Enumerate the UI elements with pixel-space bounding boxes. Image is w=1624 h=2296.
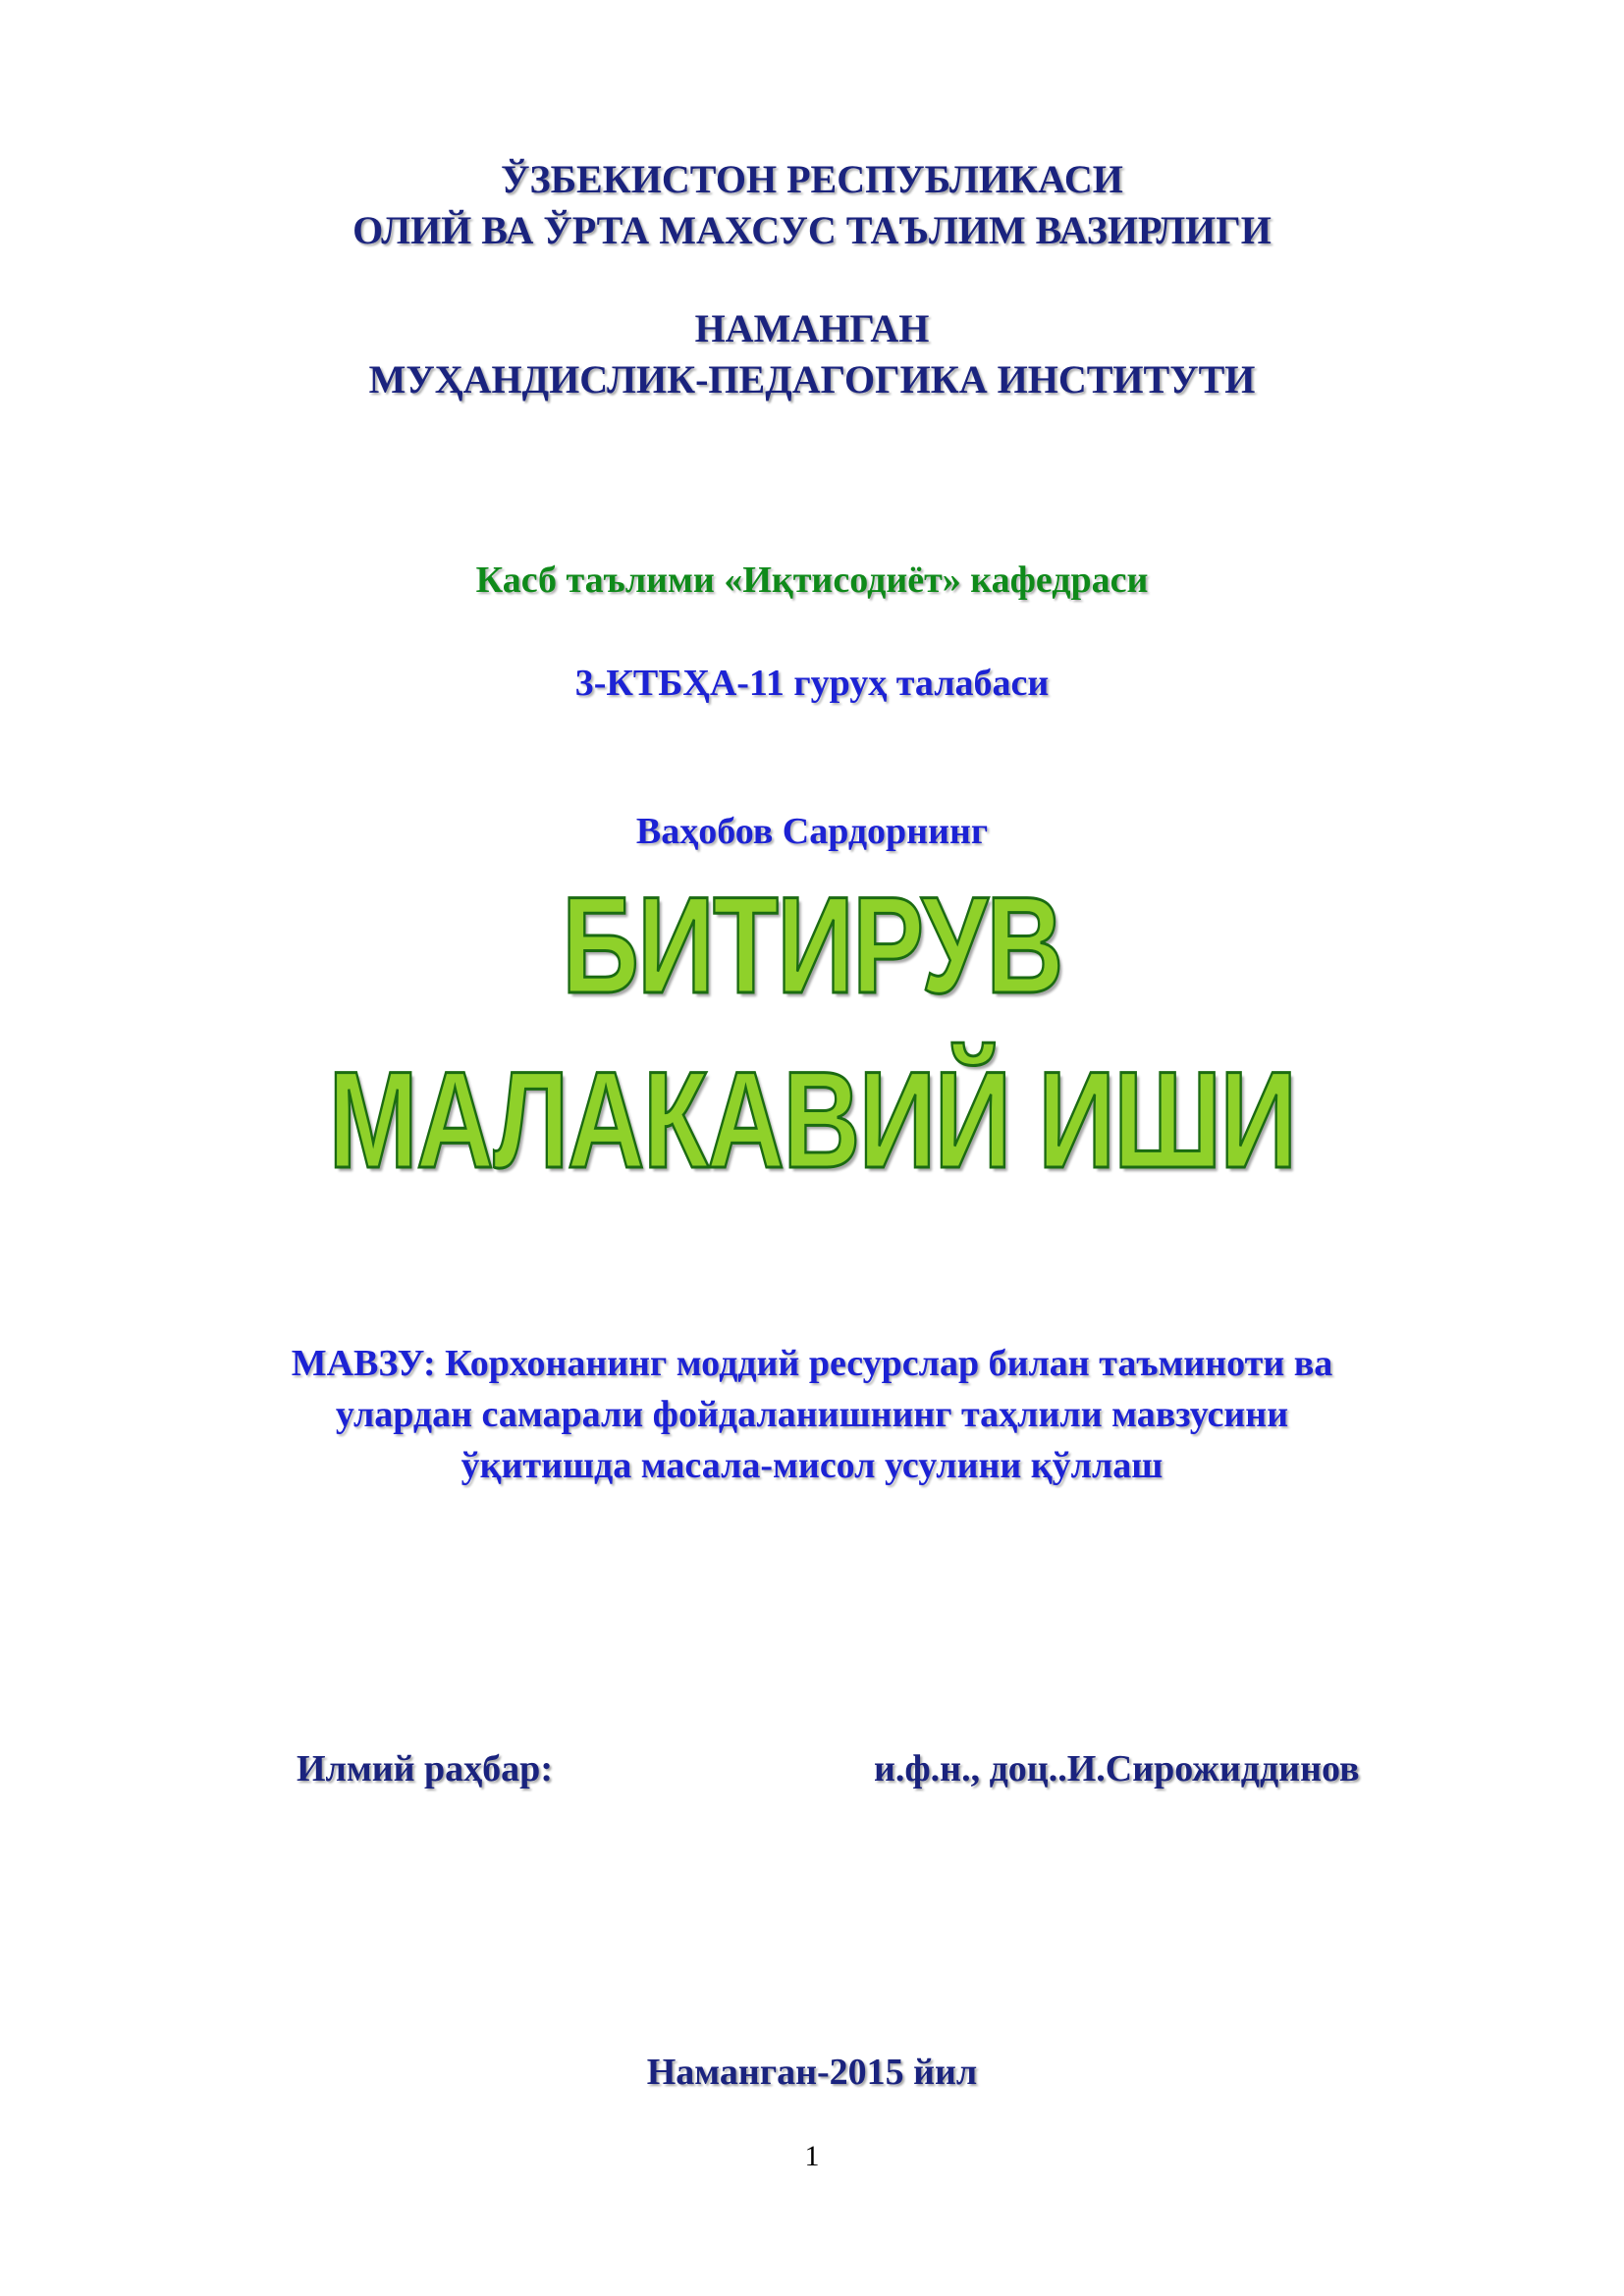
- student-group: 3-КТБҲА-11 гуруҳ талабаси: [574, 663, 1050, 704]
- topic-line-2: улардан самарали фойдаланишнинг таҳлили мавзусини: [335, 1394, 1289, 1435]
- document-title-line-1: БИТИРУВ: [562, 868, 1062, 1022]
- topic-line-1: МАВЗУ: Корхонанинг моддий ресурслар билан таъминоти ва: [291, 1343, 1333, 1384]
- institute-line-2: МУҲАНДИСЛИК-ПЕДАГОГИКА ИНСТИТУТИ: [368, 357, 1256, 401]
- document-title-line-2: МАЛАКАВИЙ ИШИ: [328, 1042, 1296, 1197]
- supervisor-label: Илмий раҳбар:: [297, 1748, 553, 1789]
- department-name: Касб таълими «Иқтисодиёт» кафедраси: [475, 560, 1149, 601]
- ministry-line-2: ОЛИЙ ВА ЎРТА МАХСУС ТАЪЛИМ ВАЗИРЛИГИ: [352, 208, 1272, 252]
- topic-line-3: ўқитишда масала-мисол усулини қўллаш: [460, 1445, 1164, 1486]
- page-number: 1: [804, 2140, 820, 2172]
- ministry-line-1: ЎЗБЕКИСТОН РЕСПУБЛИКАСИ: [501, 157, 1123, 201]
- student-name: Ваҳобов Сардорнинг: [635, 811, 989, 852]
- institute-line-1: НАМАНГАН: [694, 306, 930, 350]
- supervisor-name: и.ф.н., доц..И.Сирожиддинов: [874, 1748, 1360, 1789]
- city-year: Наманган-2015 йил: [646, 2052, 978, 2093]
